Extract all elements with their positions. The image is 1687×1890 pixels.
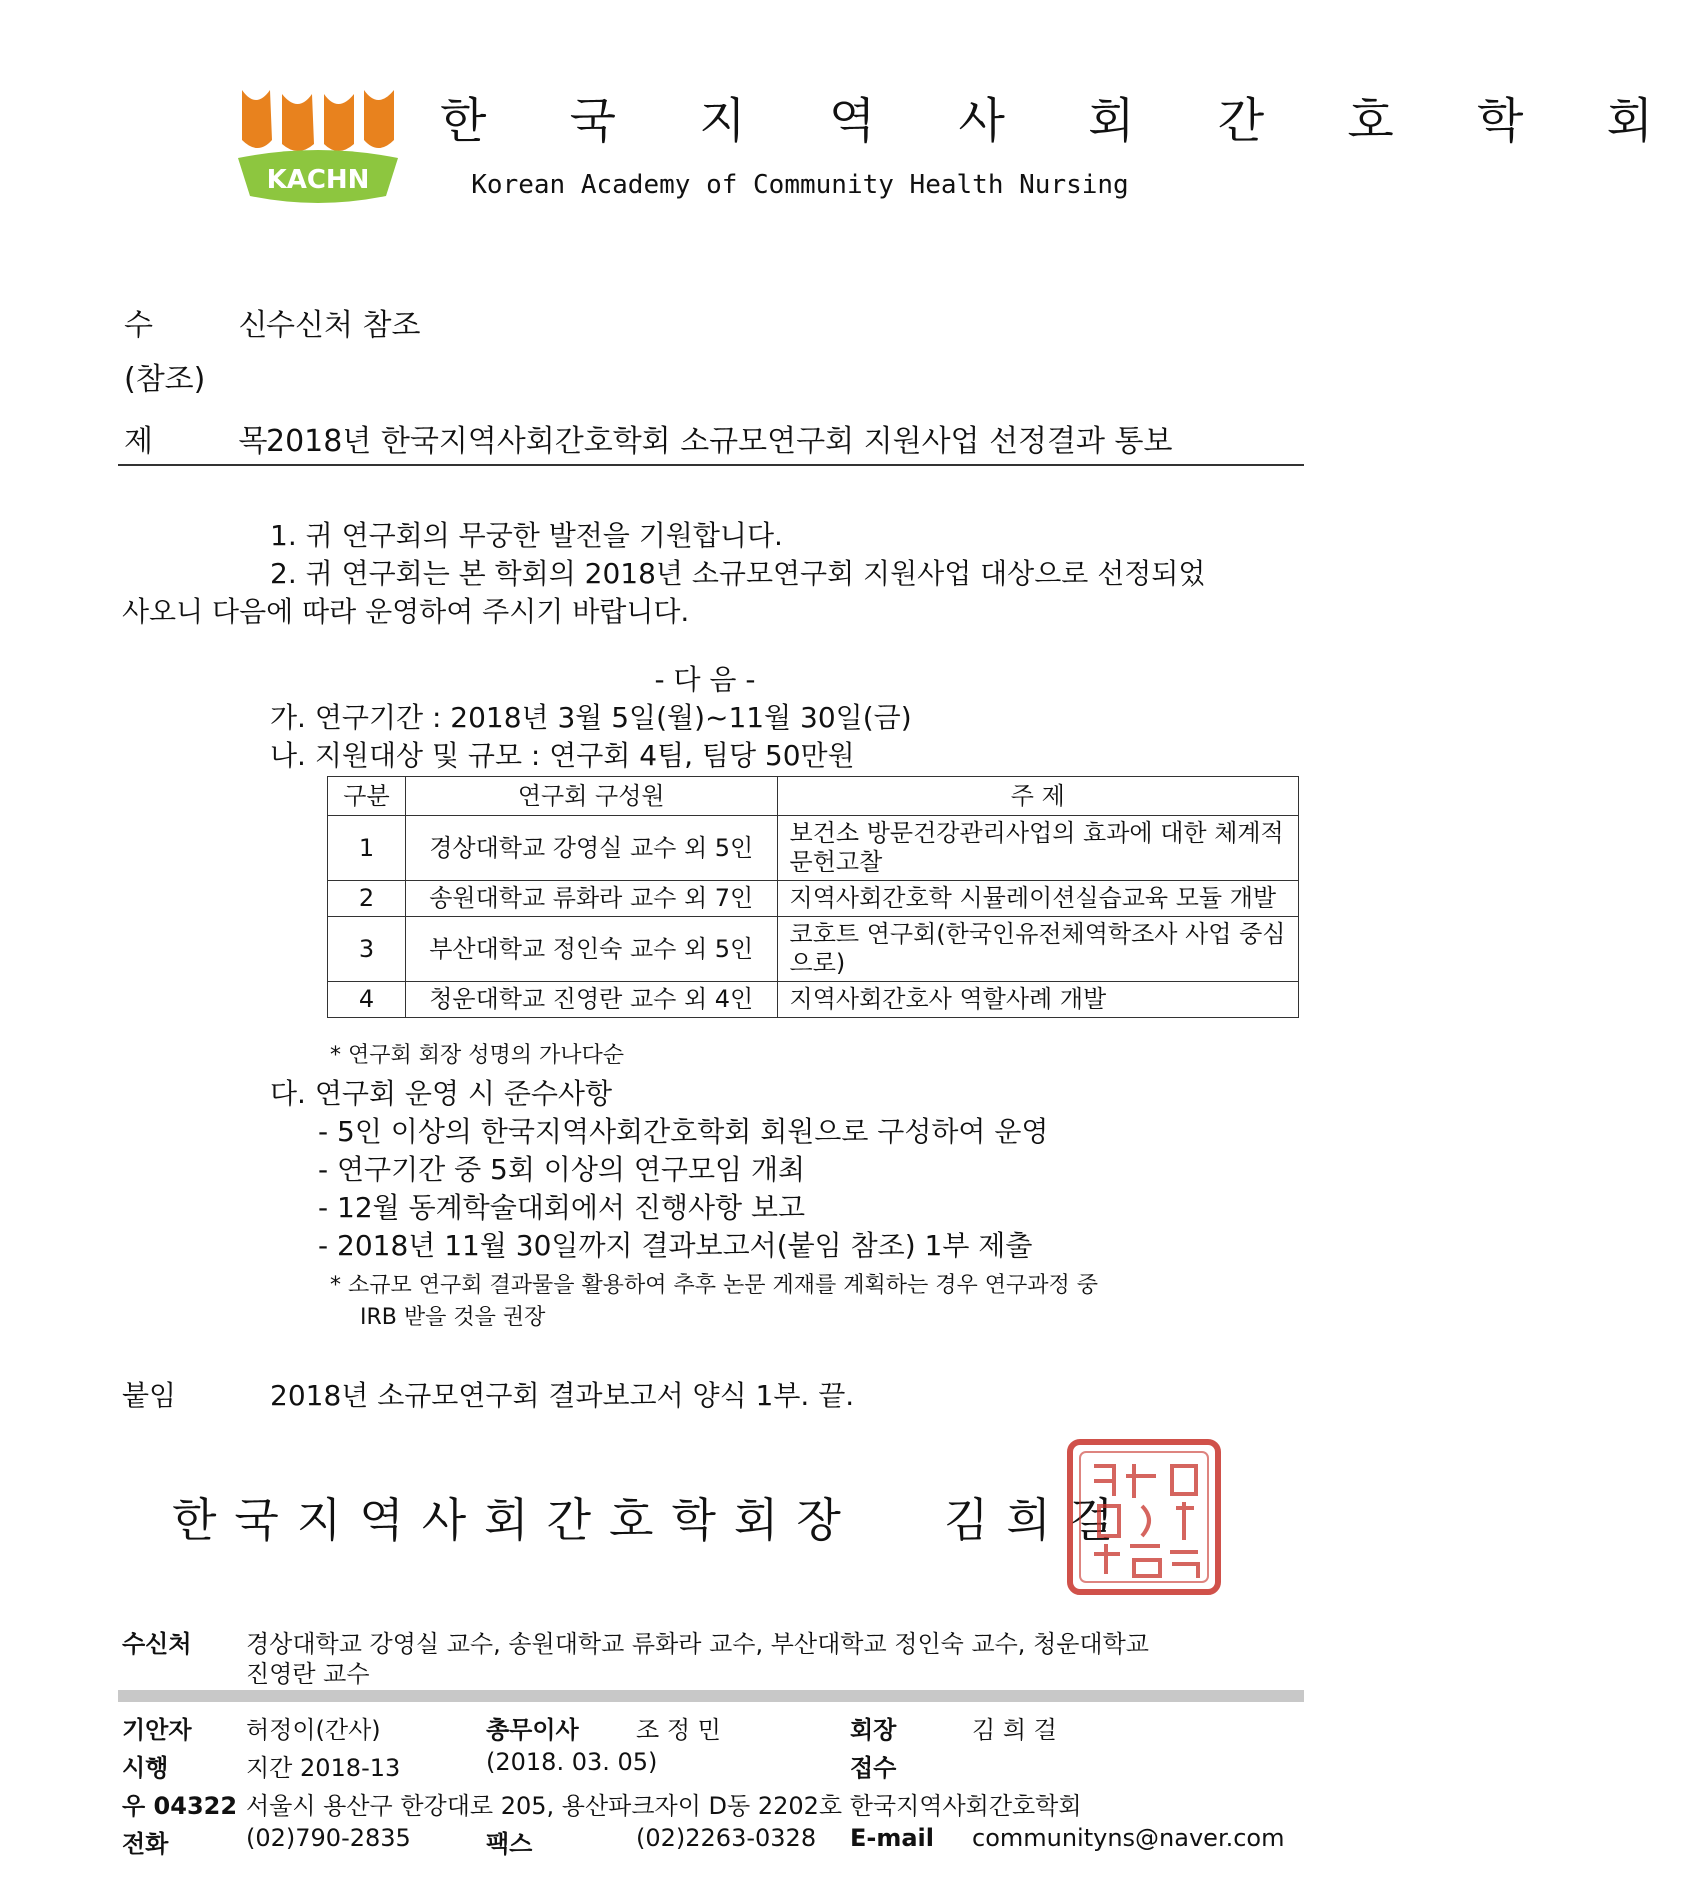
- fax-label: 팩스: [486, 1830, 533, 1858]
- table-row: [328, 881, 1299, 917]
- table-cell-topic: 지역사회간호사 역할사례 개발: [777, 982, 1298, 1018]
- table-cell-members: 청운대학교 진영란 교수 외 4인: [405, 982, 777, 1018]
- receipt-label: 접수: [850, 1754, 897, 1782]
- kachn-logo: [238, 84, 398, 206]
- enforcement-label: 시행: [122, 1754, 169, 1782]
- table-cell-number: 1: [328, 816, 406, 881]
- distribution-line1: 경상대학교 강영실 교수, 송원대학교 류화라 교수, 부산대학교 정인숙 교수, 청운대학교: [246, 1630, 1149, 1658]
- table-note: * 연구회 회장 성명의 가나다순: [330, 1043, 624, 1068]
- enforcement-date: (2018. 03. 05): [486, 1748, 658, 1776]
- table-row: [328, 982, 1299, 1018]
- table-cell-members: 부산대학교 정인숙 교수 외 5인: [405, 917, 777, 982]
- table-cell-number: 3: [328, 917, 406, 982]
- table-cell-topic: 보건소 방문건강관리사업의 효과에 대한 체계적 문헌고찰: [777, 816, 1298, 881]
- drafter-label: 기안자: [122, 1716, 192, 1744]
- table-header-row: [328, 777, 1299, 816]
- rule-item: - 5인 이상의 한국지역사회간호학회 회원으로 구성하여 운영: [318, 1115, 1049, 1148]
- email-link[interactable]: communityns@naver.com: [972, 1824, 1285, 1852]
- item-na: 나. 지원대상 및 규모 : 연구회 4팀, 팀당 50만원: [270, 739, 855, 772]
- phone-value: (02)790-2835: [246, 1824, 411, 1852]
- paragraph-1: 1. 귀 연구회의 무궁한 발전을 기원합니다.: [270, 519, 783, 552]
- secretary-value: 조 정 민: [636, 1716, 721, 1744]
- table-cell-number: 4: [328, 982, 406, 1018]
- footer-divider: [118, 1690, 1304, 1702]
- item-ga: 가. 연구기간 : 2018년 3월 5일(월)~11월 30일(금): [270, 701, 912, 734]
- secretary-label: 총무이사: [486, 1716, 579, 1744]
- paragraph-2-line1: 2. 귀 연구회는 본 학회의 2018년 소규모연구회 지원사업 대상으로 선정되었: [270, 557, 1206, 590]
- attachment-value: 2018년 소규모연구회 결과보고서 양식 1부. 끝.: [270, 1379, 855, 1412]
- distribution-line2: 진영란 교수: [246, 1660, 370, 1688]
- table-cell-members: 경상대학교 강영실 교수 외 5인: [405, 816, 777, 881]
- rules-note-line1: * 소규모 연구회 결과물을 활용하여 추후 논문 게재를 계획하는 경우 연구과정 중: [330, 1273, 1098, 1298]
- fax-value: (02)2263-0328: [636, 1824, 817, 1852]
- table-cell-topic: 코호트 연구회(한국인유전체역학조사 사업 중심으로): [777, 917, 1298, 982]
- table-cell-members: 송원대학교 류화라 교수 외 7인: [405, 881, 777, 917]
- table-header-cell: 주 제: [777, 777, 1298, 816]
- address-value: 서울시 용산구 한강대로 205, 용산파크자이 D동 2202호 한국지역사회간호학회: [246, 1792, 1082, 1820]
- table-row: [328, 917, 1299, 982]
- table-cell-topic: 지역사회간호학 시뮬레이션실습교육 모듈 개발: [777, 881, 1298, 917]
- official-seal-stamp: [1064, 1436, 1224, 1598]
- recipient-value: 수신처 참조: [266, 308, 421, 343]
- rules-note-line2: IRB 받을 것을 권장: [360, 1305, 546, 1330]
- recipient-label: 수 신: [124, 308, 306, 343]
- rule-item: - 2018년 11월 30일까지 결과보고서(붙임 참조) 1부 제출: [318, 1229, 1033, 1262]
- research-group-table: [327, 776, 1299, 1018]
- postal-code-label: 우 04322: [122, 1792, 238, 1820]
- reference-label: (참조): [124, 362, 206, 397]
- drafter-value: 허정이(간사): [246, 1716, 381, 1744]
- enforcement-value: 지간 2018-13: [246, 1754, 401, 1782]
- president-label: 회장: [850, 1716, 897, 1744]
- organization-title: 한 국 지 역 사 회 간 호 학 회: [440, 93, 1687, 149]
- signature-name: 김희걸: [944, 1493, 1132, 1547]
- logo-text: KACHN: [266, 165, 370, 195]
- subject-value: 2018년 한국지역사회간호학회 소규모연구회 지원사업 선정결과 통보: [266, 424, 1173, 459]
- organization-english-name: Korean Academy of Community Health Nursing: [471, 170, 1129, 200]
- rule-item: - 연구기간 중 5회 이상의 연구모임 개최: [318, 1153, 806, 1186]
- president-value: 김 희 걸: [972, 1716, 1057, 1744]
- table-row: [328, 816, 1299, 881]
- header-divider: [118, 464, 1304, 466]
- email-label: E-mail: [850, 1824, 935, 1852]
- signature-title: 한국지역사회간호학회장: [172, 1493, 859, 1547]
- item-da: 다. 연구회 운영 시 준수사항: [270, 1077, 613, 1110]
- attachment-label: 붙임: [122, 1379, 177, 1412]
- paragraph-2-line2: 사오니 다음에 따라 운영하여 주시기 바랍니다.: [122, 595, 690, 628]
- table-header-cell: 연구회 구성원: [405, 777, 777, 816]
- phone-label: 전화: [122, 1830, 169, 1858]
- table-cell-number: 2: [328, 881, 406, 917]
- subject-label: 제 목: [124, 424, 306, 459]
- section-heading: - 다 음 -: [654, 663, 756, 696]
- table-header-cell: 구분: [328, 777, 406, 816]
- distribution-label-text: 수신처: [122, 1630, 192, 1658]
- rule-item: - 12월 동계학술대회에서 진행사항 보고: [318, 1191, 806, 1224]
- distribution-label: [122, 1624, 192, 1659]
